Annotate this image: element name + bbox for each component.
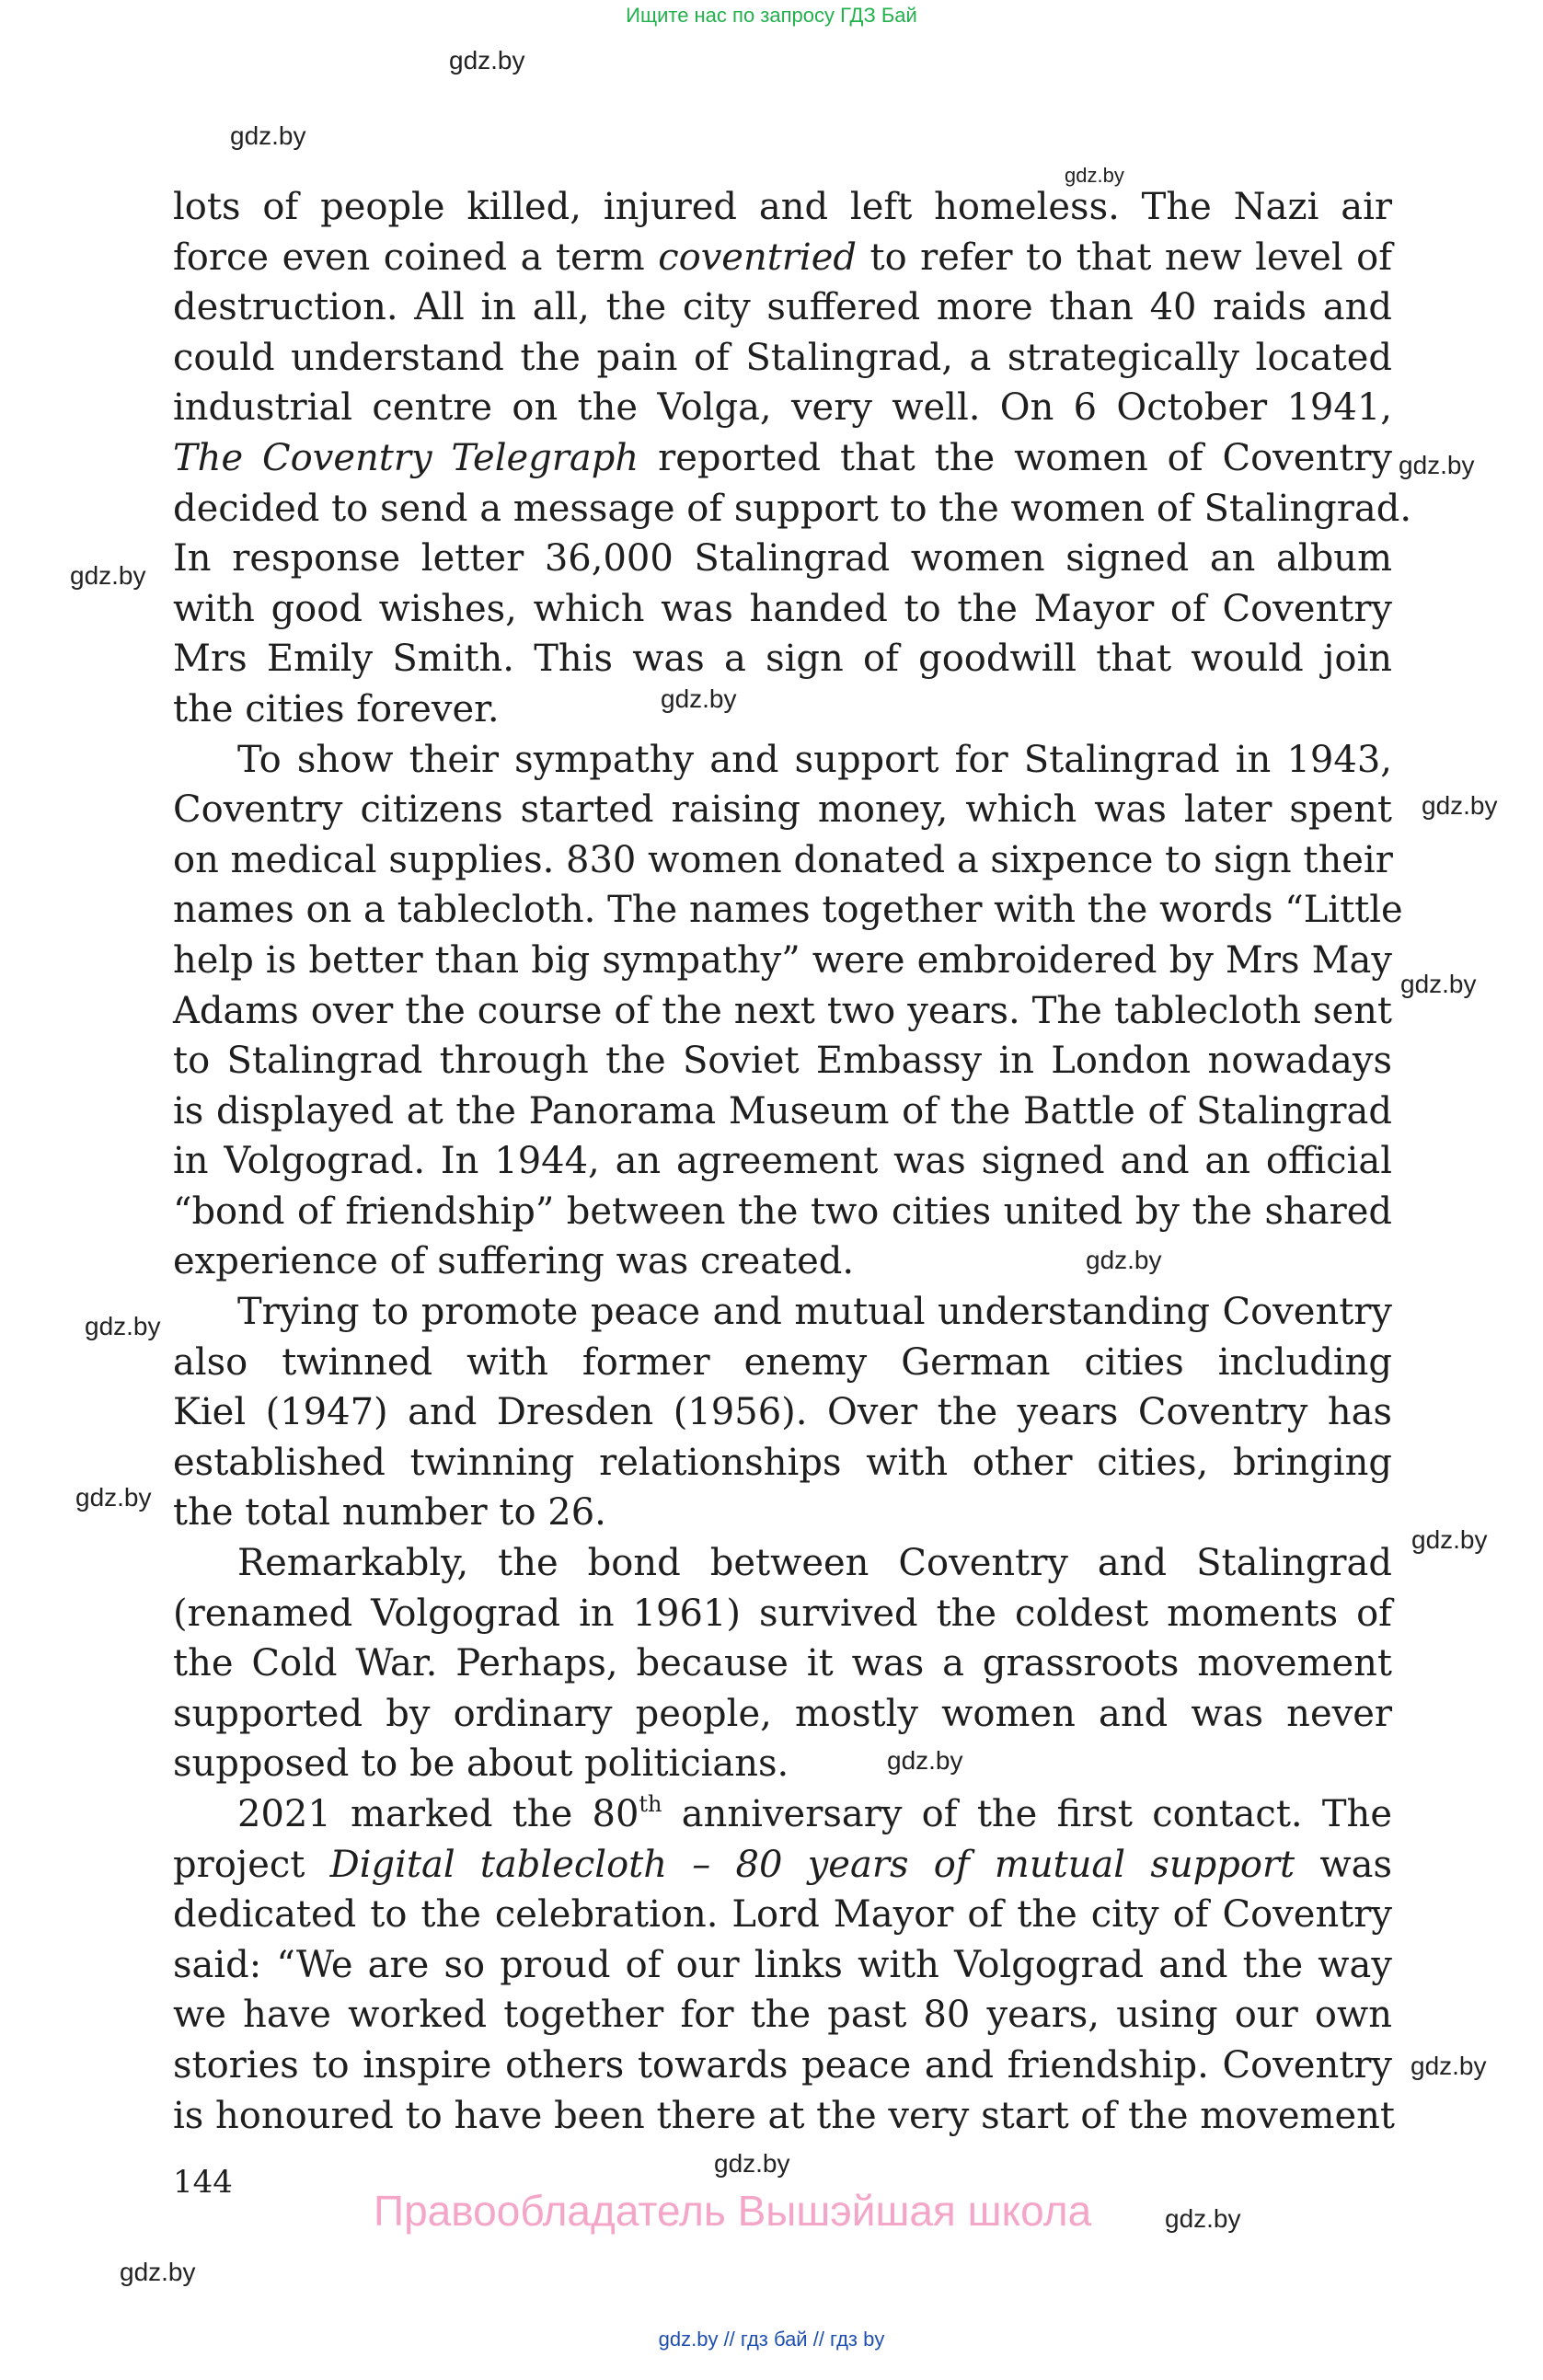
- text-line: [173, 1387, 1392, 1438]
- text-run: project: [173, 1843, 330, 1886]
- text-line: [173, 835, 1392, 886]
- text-line: [173, 1338, 1392, 1388]
- text-run: dedicated to the celebration. Lord Mayor of the city of Coventry: [173, 1893, 1392, 1937]
- watermark-text: gdz.by: [75, 1483, 152, 1512]
- text-line: [173, 282, 1392, 333]
- text-line: [173, 1739, 1392, 1789]
- text-line: [173, 2091, 1395, 2142]
- text-line: [173, 233, 1392, 283]
- text-run: stories to inspire others towards peace and friendship. Coventry: [173, 2043, 1392, 2087]
- top-banner-link[interactable]: Ищите нас по запросу ГДЗ Бай: [626, 4, 917, 27]
- text-run: Mrs Emily Smith. This was a sign of goodwill that would join: [173, 638, 1392, 681]
- text-line: [173, 634, 1392, 684]
- text-run: decided to send a message of support to the women of Stalingrad.: [173, 487, 1412, 530]
- text-run: experience of suffering was created.: [173, 1240, 855, 1283]
- text-run: Remarkably, the bond between Coventry and Stalingrad: [237, 1542, 1392, 1585]
- text-run: In response letter 36,000 Stalingrad women signed an album: [173, 537, 1392, 581]
- text-run: names on a tablecloth. The names together with the words “Little: [173, 889, 1403, 932]
- text-run: said: “We are so proud of our links with Volgograd and the way: [173, 1943, 1392, 1986]
- text-line: [173, 936, 1392, 986]
- italic-phrase: The Coventry Telegraph: [173, 436, 639, 479]
- watermark-text: gdz.by: [1086, 1246, 1162, 1274]
- text-line: [173, 1890, 1392, 1940]
- footer-links[interactable]: gdz.by // гдз бай // гдз by: [658, 2328, 885, 2351]
- text-line: [173, 1236, 1392, 1287]
- text-run: destruction. All in all, the city suffered more than 40 raids and: [173, 286, 1392, 329]
- text-line: [173, 1940, 1392, 1991]
- text-line: [173, 333, 1392, 384]
- text-run: is honoured to have been there at the very start of the movement: [173, 2094, 1395, 2137]
- text-line: [173, 484, 1412, 535]
- text-line: [173, 1136, 1392, 1187]
- text-run: 2021 marked the 80: [237, 1793, 639, 1835]
- text-run: industrial centre on the Volga, very well. On 6 October 1941,: [173, 386, 1392, 430]
- text-run: we have worked together for the past 80 years, using our own: [173, 1994, 1392, 2037]
- text-run: to Stalingrad through the Soviet Embassy in London nowadays: [173, 1040, 1392, 1083]
- watermark-text: gdz.by: [1400, 970, 1477, 998]
- text-run: also twinned with former enemy German cities including: [173, 1340, 1392, 1384]
- text-line: [173, 584, 1392, 635]
- text-run: supported by ordinary people, mostly women and was never: [173, 1692, 1392, 1735]
- text-line: [173, 1789, 1392, 1840]
- text-line: [173, 1990, 1392, 2041]
- text-line: [173, 986, 1392, 1037]
- watermark-text: gdz.by: [70, 561, 146, 590]
- text-run: established twinning relationships with other cities, bringing: [173, 1441, 1392, 1484]
- watermark-text: gdz.by: [1411, 2052, 1487, 2080]
- text-line: [173, 1538, 1392, 1589]
- text-line: [173, 1589, 1392, 1639]
- text-line: [173, 182, 1392, 233]
- italic-phrase: Digital tablecloth – 80 years of mutual support: [329, 1843, 1295, 1886]
- text-run: the total number to 26.: [173, 1491, 606, 1535]
- text-line: [173, 735, 1392, 786]
- text-run: Kiel (1947) and Dresden (1956). Over the years Coventry has: [173, 1391, 1392, 1434]
- text-line: [173, 1438, 1392, 1489]
- text-line: [173, 1087, 1392, 1137]
- text-run: (renamed Volgograd in 1961) survived the coldest moments of: [173, 1592, 1392, 1635]
- text-run: is displayed at the Panorama Museum of the Battle of Stalingrad: [173, 1089, 1392, 1133]
- text-run: force even coined a term: [173, 236, 659, 279]
- text-line: [173, 684, 1392, 735]
- watermark-text: gdz.by: [1399, 451, 1475, 479]
- text-run: with good wishes, which was handed to the Mayor of Coventry: [173, 587, 1392, 630]
- text-line: [173, 785, 1392, 835]
- superscript: th: [639, 1791, 662, 1817]
- text-line: [173, 2041, 1392, 2091]
- text-run: Coventry citizens started raising money, which was later spent: [173, 788, 1392, 832]
- text-line: [173, 383, 1392, 433]
- watermark-text: gdz.by: [1165, 2204, 1241, 2233]
- watermark-text: gdz.by: [1422, 791, 1498, 820]
- text-line: [173, 1036, 1392, 1087]
- copyright-notice: Правообладатель Вышэйшая школа: [374, 2187, 1092, 2235]
- text-run: reported that the women of Coventry: [639, 436, 1392, 479]
- text-line: [173, 1638, 1392, 1689]
- watermark-text: gdz.by: [661, 684, 737, 713]
- text-line: [173, 1187, 1392, 1237]
- text-line: [173, 1689, 1392, 1740]
- text-run: the cities forever.: [173, 687, 500, 730]
- text-run: anniversary of the first contact. The: [662, 1793, 1392, 1835]
- watermark-text: gdz.by: [85, 1312, 161, 1340]
- watermark-text: gdz.by: [1065, 164, 1124, 187]
- watermark-text: gdz.by: [1411, 1525, 1488, 1554]
- text-line: [173, 1840, 1392, 1891]
- page-number: 144: [173, 2164, 233, 2201]
- text-run: supposed to be about politicians.: [173, 1742, 789, 1786]
- italic-phrase: coventried: [658, 236, 857, 279]
- watermark-text: gdz.by: [887, 1746, 963, 1775]
- text-run: on medical supplies. 830 women donated a sixpence to sign their: [173, 838, 1393, 881]
- text-run: could understand the pain of Stalingrad, a strategically located: [173, 336, 1392, 379]
- text-line: [173, 433, 1392, 484]
- text-run: Adams over the course of the next two years. The tablecloth sent: [173, 989, 1392, 1032]
- text-run: “bond of friendship” between the two cities united by the shared: [173, 1190, 1392, 1233]
- text-run: help is better than big sympathy” were embroidered by Mrs May: [173, 938, 1392, 982]
- text-run: to refer to that new level of: [857, 236, 1392, 279]
- watermark-text: gdz.by: [714, 2149, 790, 2178]
- text-run: was: [1295, 1843, 1393, 1886]
- watermark-text: gdz.by: [120, 2258, 196, 2286]
- text-line: [173, 534, 1392, 584]
- body-text: [173, 182, 1412, 2141]
- text-line: [173, 885, 1403, 936]
- text-run: To show their sympathy and support for Stalingrad in 1943,: [237, 738, 1392, 781]
- text-run: in Volgograd. In 1944, an agreement was signed and an official: [173, 1140, 1392, 1183]
- text-line: [173, 1287, 1392, 1338]
- text-run: lots of people killed, injured and left homeless. The Nazi air: [173, 186, 1392, 228]
- watermark-text: gdz.by: [230, 121, 306, 150]
- watermark-text: gdz.by: [449, 46, 525, 75]
- text-run: Trying to promote peace and mutual understanding Coventry: [237, 1291, 1392, 1334]
- text-line: [173, 1488, 1392, 1538]
- text-run: the Cold War. Perhaps, because it was a grassroots movement: [173, 1642, 1392, 1685]
